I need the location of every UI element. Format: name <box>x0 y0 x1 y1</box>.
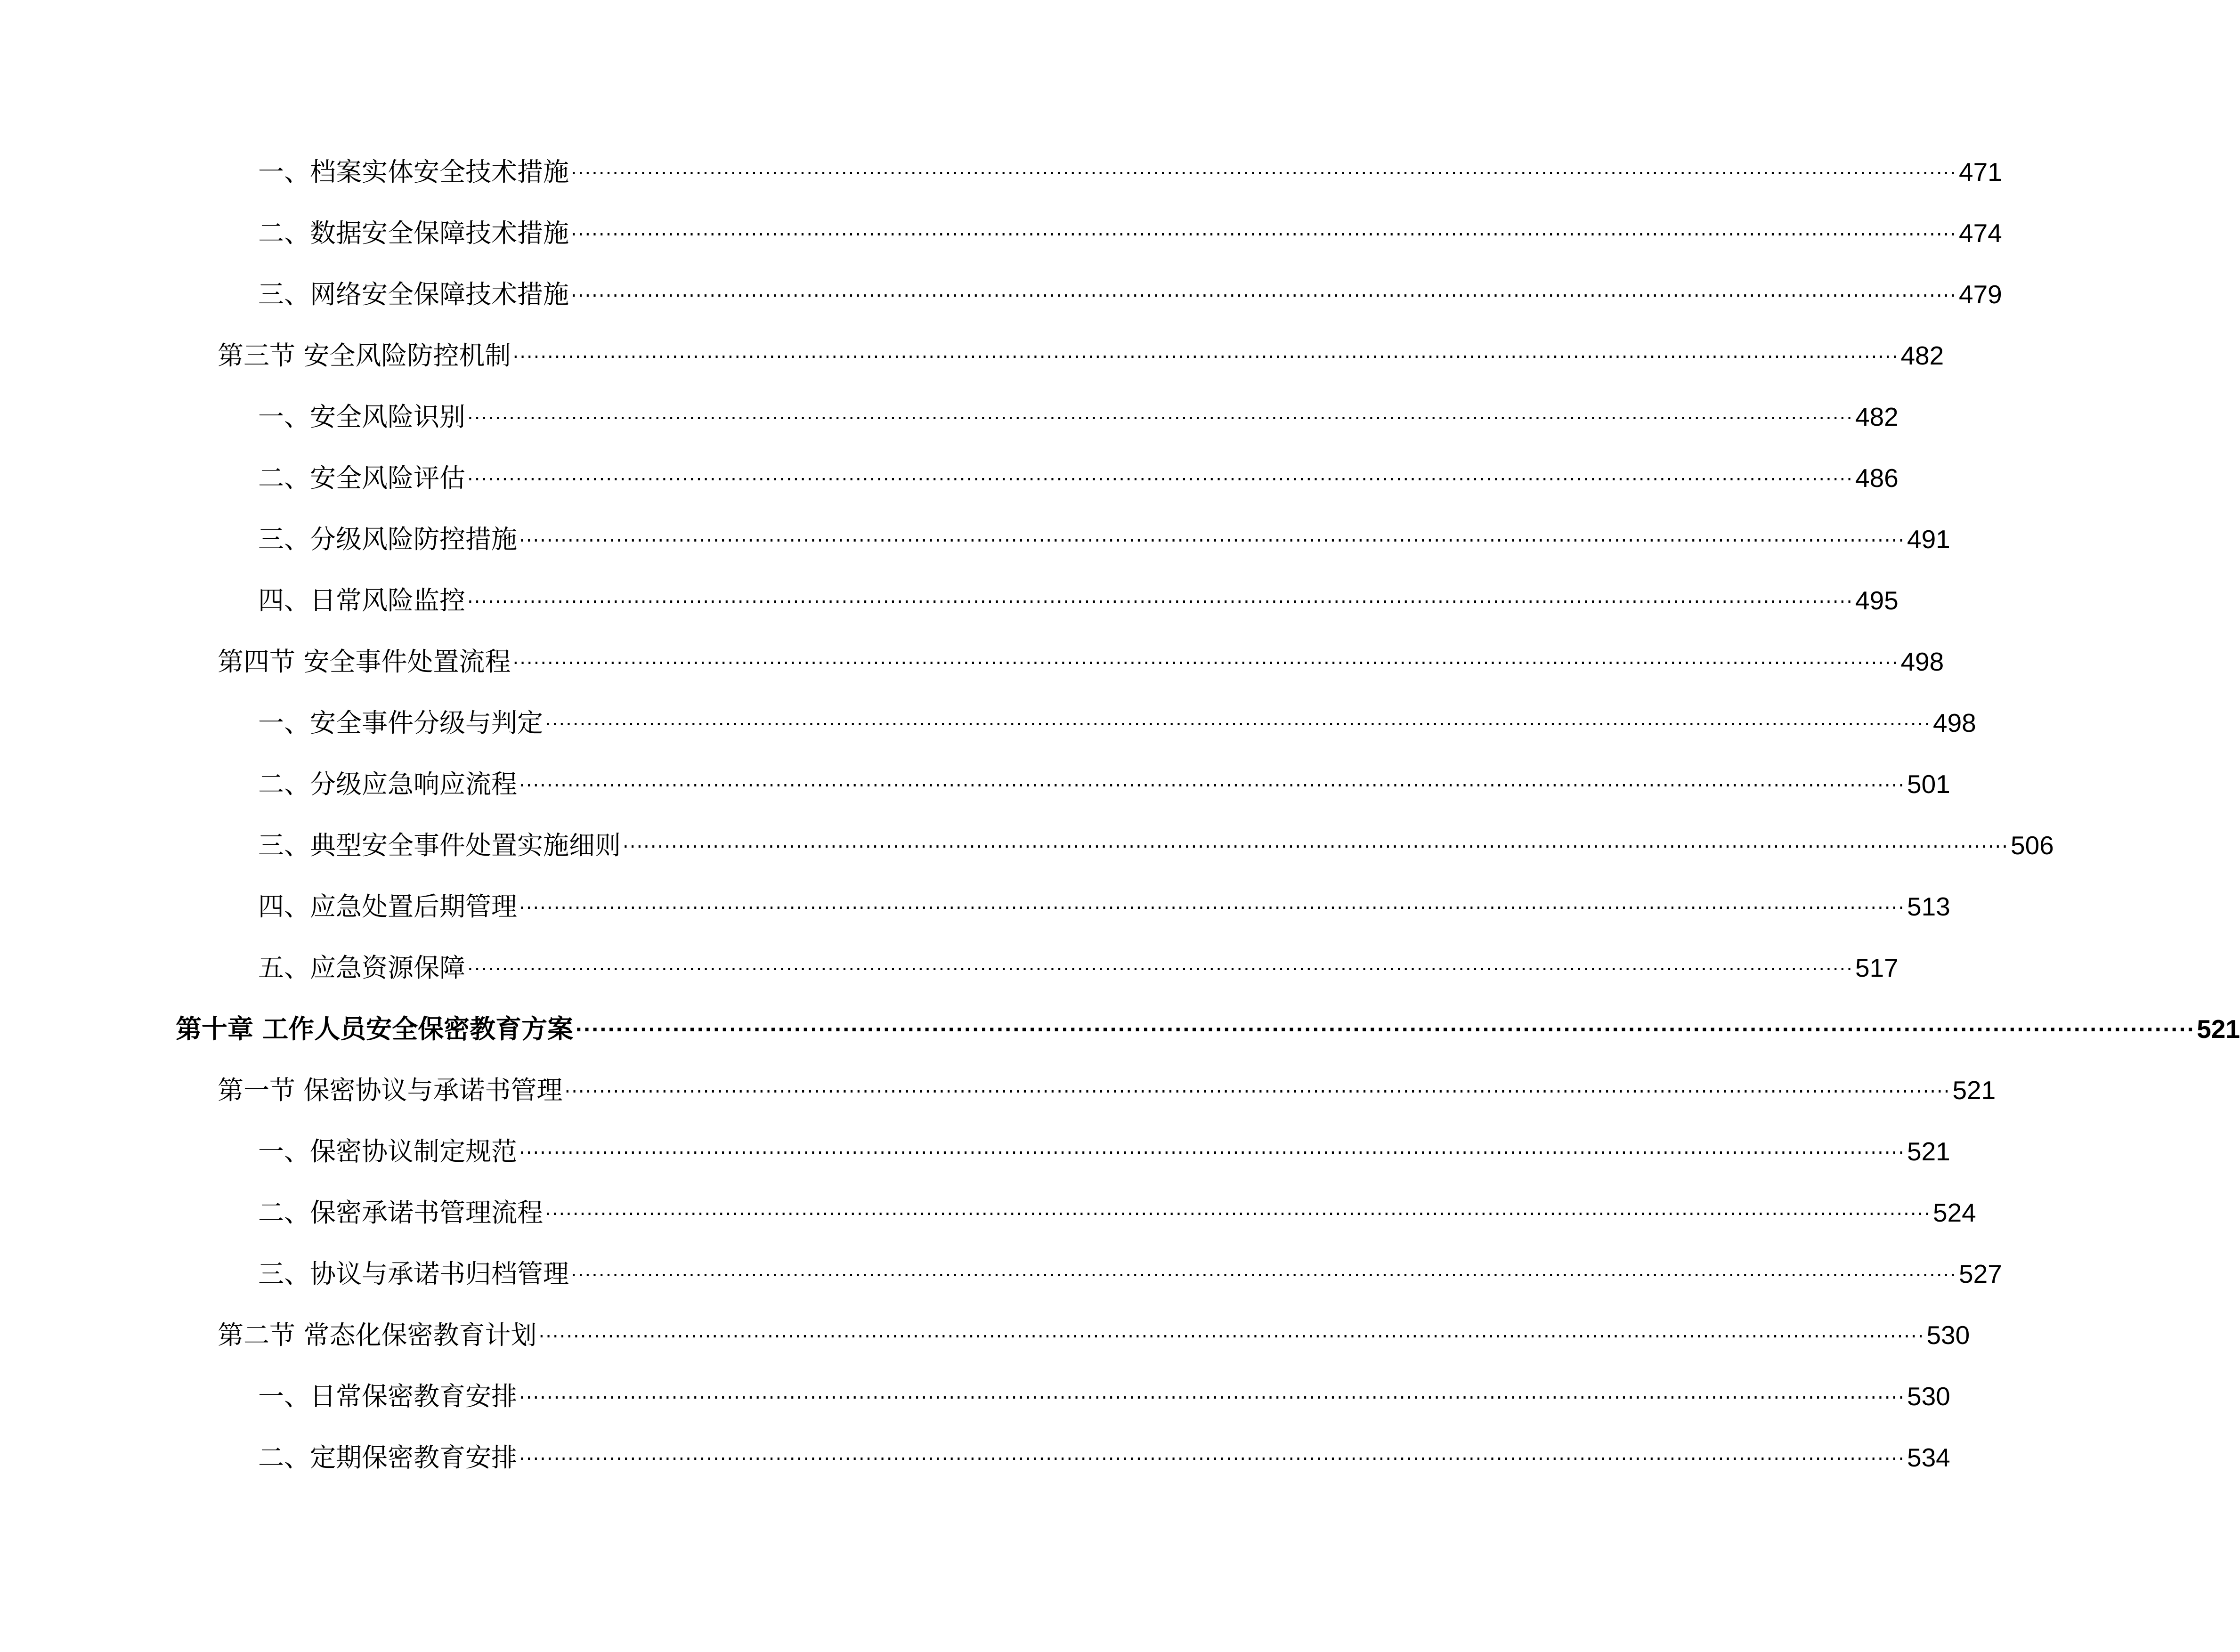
toc-page-number: 498 <box>1932 708 1976 737</box>
toc-dot-leader: ........................................................................................................................................................................................................ <box>519 1382 1905 1403</box>
toc-entry-title: 二、安全风险评估 <box>258 463 466 493</box>
toc-entry-title: 五、应急资源保障 <box>258 953 466 983</box>
toc-dot-leader: ........................................................................................................................................................................................................ <box>571 1259 1957 1281</box>
toc-entry-title: 四、应急处置后期管理 <box>258 891 518 922</box>
toc-entry-title: 第四节 安全事件处置流程 <box>218 647 511 677</box>
toc-entry[interactable] <box>218 1316 1970 1354</box>
toc-entry[interactable] <box>258 398 1899 436</box>
toc-entry-title: 第三节 安全风险防控机制 <box>218 340 511 371</box>
toc-entry[interactable] <box>258 1255 2002 1293</box>
toc-page-number: 486 <box>1855 463 1899 493</box>
toc-entry-title: 三、分级风险防控措施 <box>258 524 518 554</box>
toc-dot-leader: ........................................................................................................................................................................................................ <box>571 280 1957 301</box>
toc-entry-title: 三、协议与承诺书归档管理 <box>258 1259 569 1289</box>
toc-page-number: 491 <box>1907 525 1950 554</box>
toc-dot-leader: ........................................................................................................................................................................................................ <box>519 1443 1905 1465</box>
toc-page-number: 530 <box>1907 1382 1950 1411</box>
toc-entry-title: 一、日常保密教育安排 <box>258 1381 518 1411</box>
toc-dot-leader: ........................................................................................................................................................................................................ <box>467 463 1853 485</box>
toc-entry-title: 一、档案实体安全技术措施 <box>258 157 569 187</box>
toc-dot-leader: ........................................................................................................................................................................................................ <box>519 525 1905 546</box>
toc-entry-title: 第一节 保密协议与承诺书管理 <box>218 1075 563 1105</box>
toc-dot-leader: ........................................................................................................................................................................................................ <box>467 586 1853 607</box>
toc-entry[interactable] <box>258 153 2002 191</box>
toc-page-number: 513 <box>1907 892 1950 921</box>
toc-dot-leader: ........................................................................................................................................................................................................ <box>467 402 1853 424</box>
toc-entry[interactable] <box>218 643 1944 680</box>
toc-entry-title: 二、保密承诺书管理流程 <box>258 1198 544 1228</box>
toc-page-number: 534 <box>1907 1443 1950 1472</box>
toc-dot-leader: ........................................................................................................................................................................................................ <box>575 1014 2195 1036</box>
toc-dot-leader: ........................................................................................................................................................................................................ <box>519 892 1905 914</box>
toc-page-number: 530 <box>1926 1320 1970 1350</box>
toc-entry-title: 三、典型安全事件处置实施细则 <box>258 830 621 860</box>
toc-dot-leader: ........................................................................................................................................................................................................ <box>564 1076 1951 1097</box>
toc-entry[interactable] <box>258 1194 1976 1231</box>
toc-dot-leader: ........................................................................................................................................................................................................ <box>545 708 1931 730</box>
toc-dot-leader: ........................................................................................................................................................................................................ <box>467 953 1853 975</box>
toc-dot-leader: ........................................................................................................................................................................................................ <box>538 1320 1925 1342</box>
toc-dot-leader: ........................................................................................................................................................................................................ <box>545 1198 1931 1220</box>
toc-dot-leader: ........................................................................................................................................................................................................ <box>571 157 1957 179</box>
toc-entry-title: 一、保密协议制定规范 <box>258 1136 518 1166</box>
toc-entry[interactable] <box>218 1071 1996 1109</box>
toc-page-number: 474 <box>1958 219 2002 248</box>
toc-entry[interactable] <box>258 275 2002 313</box>
toc-entry[interactable] <box>258 1439 1950 1476</box>
toc-entry[interactable] <box>258 949 1899 987</box>
toc-page-number: 517 <box>1855 953 1899 982</box>
toc-entry[interactable] <box>258 1133 1950 1170</box>
toc-page-number: 495 <box>1855 586 1899 615</box>
toc-entry[interactable] <box>258 888 1950 925</box>
toc-page-number: 471 <box>1958 157 2002 186</box>
toc-entry-title: 三、网络安全保障技术措施 <box>258 279 569 309</box>
toc-entry-title: 二、定期保密教育安排 <box>258 1442 518 1473</box>
toc-page-number: 521 <box>1907 1137 1950 1166</box>
toc-page-number: 524 <box>1932 1198 1976 1227</box>
toc-entry[interactable] <box>218 337 1944 374</box>
toc-entry[interactable] <box>258 765 1950 803</box>
toc-entry[interactable] <box>258 582 1899 619</box>
toc-page-number: 479 <box>1958 280 2002 309</box>
toc-page-number: 521 <box>2197 1014 2240 1044</box>
toc-dot-leader: ........................................................................................................................................................................................................ <box>519 1137 1905 1158</box>
toc-entry[interactable] <box>258 459 1899 497</box>
toc-entry[interactable] <box>258 1377 1950 1415</box>
toc-page-number: 521 <box>1952 1076 1996 1105</box>
toc-entry-title: 二、数据安全保障技术措施 <box>258 218 569 248</box>
toc-dot-leader: ........................................................................................................................................................................................................ <box>512 647 1899 669</box>
toc-dot-leader: ........................................................................................................................................................................................................ <box>519 769 1905 791</box>
toc-entry-title: 一、安全风险识别 <box>258 402 466 432</box>
toc-page-number: 482 <box>1900 341 1944 370</box>
toc-entry-title: 第二节 常态化保密教育计划 <box>218 1320 537 1350</box>
toc-dot-leader: ........................................................................................................................................................................................................ <box>623 831 2009 852</box>
toc-entry-title: 二、分级应急响应流程 <box>258 769 518 799</box>
toc-entry-title: 第十章 工作人员安全保密教育方案 <box>176 1014 574 1044</box>
toc-entry[interactable] <box>258 520 1950 558</box>
toc-page-number: 482 <box>1855 402 1899 431</box>
toc-entry-title: 一、安全事件分级与判定 <box>258 708 544 738</box>
toc-page-number: 527 <box>1958 1259 2002 1288</box>
toc-page-number: 501 <box>1907 769 1950 799</box>
toc-dot-leader: ........................................................................................................................................................................................................ <box>571 219 1957 240</box>
toc-chapter-entry[interactable] <box>176 1010 2240 1048</box>
toc-entry[interactable] <box>258 704 1976 742</box>
toc-page-number: 498 <box>1900 647 1944 676</box>
toc-entry-title: 四、日常风险监控 <box>258 585 466 615</box>
toc-entry[interactable] <box>258 826 2054 864</box>
toc-page-number: 506 <box>2010 831 2054 860</box>
toc-entry[interactable] <box>258 214 2002 252</box>
toc-dot-leader: ........................................................................................................................................................................................................ <box>512 341 1899 363</box>
